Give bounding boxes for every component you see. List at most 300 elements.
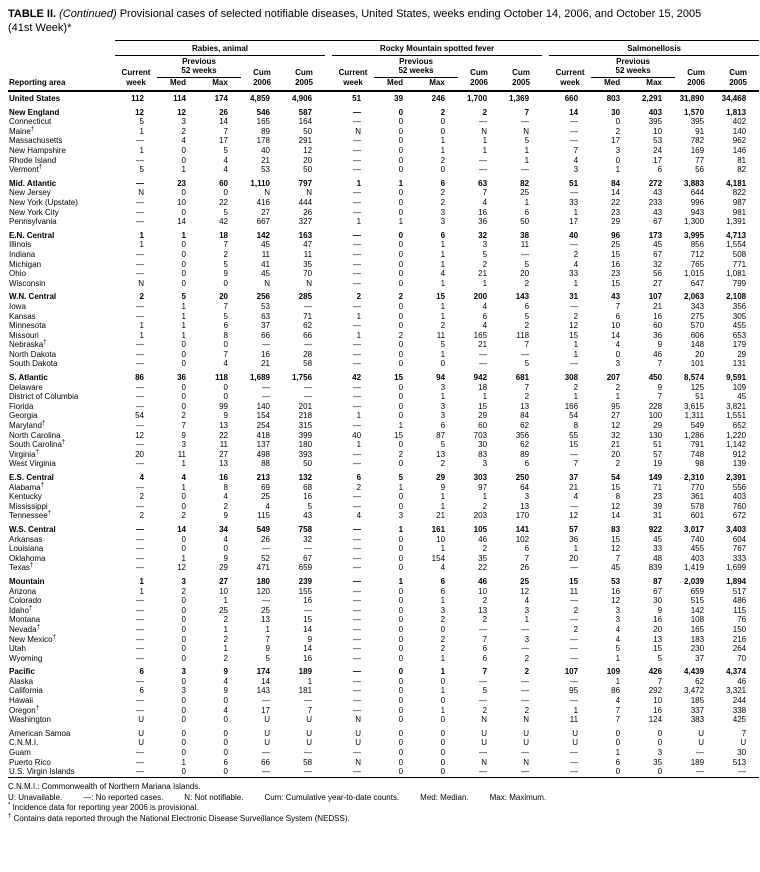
- value-cell: 181: [298, 686, 313, 696]
- table-row: [8, 302, 759, 312]
- current-week-line1: Current: [338, 68, 368, 78]
- value-cell: 3: [181, 117, 186, 127]
- value-cell: 5: [223, 207, 228, 217]
- reporting-area-cell: Oklahoma: [9, 553, 46, 563]
- value-cell: —: [521, 767, 530, 777]
- value-cell: 20: [303, 155, 313, 165]
- value-cell: 146: [732, 146, 747, 155]
- value-cell: 291: [298, 136, 313, 146]
- value-cell: 0: [181, 615, 186, 625]
- table-row: [8, 459, 759, 469]
- value-cell: 0: [398, 259, 404, 269]
- value-cell: 0: [181, 207, 186, 217]
- value-cell: —: [353, 596, 362, 606]
- value-cell: 125: [690, 382, 705, 392]
- value-cell: 33: [569, 269, 579, 279]
- value-cell: 6: [524, 544, 530, 554]
- value-cell: 14: [303, 624, 313, 634]
- table-row: [8, 279, 759, 289]
- value-cell: N: [355, 126, 362, 136]
- value-cell: 1: [615, 748, 621, 758]
- value-cell: 403: [690, 553, 705, 563]
- column-gap: [325, 521, 332, 535]
- value-cell: 942: [473, 373, 488, 383]
- value-cell: 1,689: [249, 373, 270, 383]
- value-cell: 922: [648, 524, 663, 534]
- value-cell: 3: [657, 748, 663, 758]
- current-week-line2: week: [126, 77, 146, 87]
- value-cell: 8,574: [684, 373, 705, 383]
- column-gap: [542, 511, 549, 521]
- value-cell: 17: [653, 155, 663, 165]
- value-cell: 3: [181, 440, 186, 450]
- reporting-area-cell: District of Columbia: [9, 392, 79, 402]
- column-gap: [325, 625, 332, 635]
- value-cell: 22: [611, 197, 621, 207]
- footnote-cnmi: C.N.M.I.: Commonwealth of Northern Mariana Islands.: [8, 781, 201, 791]
- value-cell: 7: [741, 728, 747, 738]
- value-cell: 51: [569, 178, 579, 188]
- reporting-area-cell: Pennsylvania: [9, 217, 57, 227]
- value-cell: —: [521, 676, 530, 686]
- value-cell: 7: [573, 459, 579, 469]
- value-cell: —: [570, 188, 579, 198]
- value-cell: 395: [690, 117, 705, 127]
- table-row: [8, 767, 759, 777]
- value-cell: —: [136, 392, 144, 402]
- value-cell: —: [570, 240, 579, 250]
- reporting-area-cell: Utah: [9, 644, 26, 654]
- value-cell: 21: [478, 269, 488, 279]
- value-cell: 32: [478, 230, 488, 240]
- value-cell: 46: [737, 676, 747, 686]
- value-cell: —: [353, 392, 362, 402]
- value-cell: U: [138, 738, 144, 748]
- value-cell: 791: [690, 440, 705, 450]
- value-cell: 142: [256, 230, 270, 240]
- value-cell: 3,017: [684, 524, 705, 534]
- value-cell: 53: [611, 576, 621, 586]
- value-cell: 15: [436, 292, 446, 302]
- value-cell: —: [521, 624, 530, 634]
- value-cell: 201: [298, 401, 313, 411]
- value-cell: —: [136, 382, 144, 392]
- value-cell: 0: [181, 278, 186, 288]
- value-cell: 118: [215, 373, 228, 383]
- reporting-area-cell: E.S. Central: [9, 473, 54, 482]
- value-cell: 0: [223, 544, 228, 554]
- value-cell: 0: [398, 748, 404, 758]
- value-cell: 12: [303, 146, 313, 155]
- value-cell: 105: [473, 524, 488, 534]
- value-cell: 4: [223, 676, 228, 686]
- value-cell: 7: [657, 392, 663, 402]
- value-cell: 1: [139, 230, 144, 240]
- column-gap: [325, 156, 332, 166]
- value-cell: 0: [398, 596, 404, 606]
- value-cell: 216: [732, 634, 747, 644]
- value-cell: 36: [478, 217, 488, 227]
- table-row: [8, 250, 759, 260]
- value-cell: 7: [482, 667, 488, 677]
- value-cell: 4: [440, 269, 446, 279]
- value-cell: 0: [398, 249, 404, 259]
- column-gap: [325, 288, 332, 302]
- reporting-area-cell: Wisconsin: [9, 278, 46, 288]
- value-cell: 40: [569, 230, 579, 240]
- value-cell: 996: [690, 197, 705, 207]
- value-cell: 425: [732, 715, 747, 725]
- value-cell: 606: [690, 330, 705, 340]
- value-cell: —: [353, 696, 362, 706]
- value-cell: 3: [440, 605, 446, 615]
- value-cell: 102: [515, 534, 530, 544]
- column-gap: [542, 321, 549, 331]
- column-gap: [325, 725, 332, 739]
- value-cell: 0: [181, 340, 186, 350]
- value-cell: 1: [181, 482, 186, 492]
- value-cell: 43: [303, 511, 313, 521]
- value-cell: 1: [181, 165, 186, 175]
- value-cell: 0: [181, 240, 186, 250]
- value-cell: —: [262, 696, 270, 706]
- value-cell: 36: [177, 373, 186, 383]
- value-cell: 0: [181, 748, 186, 758]
- reporting-area-cell: Kentucky: [9, 492, 42, 502]
- value-cell: 7: [223, 126, 228, 136]
- table-row: [8, 383, 759, 393]
- column-gap: [325, 573, 332, 587]
- value-cell: 40: [352, 430, 362, 440]
- value-cell: 1: [398, 576, 404, 586]
- value-cell: 767: [732, 544, 747, 554]
- column-gap: [325, 431, 332, 441]
- dagger-marker: †: [40, 481, 44, 488]
- value-cell: 570: [690, 321, 705, 331]
- value-cell: 2: [223, 249, 228, 259]
- value-cell: —: [353, 653, 362, 663]
- value-cell: 2: [440, 321, 446, 331]
- value-cell: 1: [440, 349, 446, 359]
- value-cell: 29: [653, 421, 663, 431]
- cum-2005-line2: 2005: [295, 77, 313, 87]
- cum-2006-line1: Cum: [687, 68, 705, 78]
- column-gap: [542, 227, 549, 241]
- value-cell: 143: [515, 292, 530, 302]
- value-cell: 556: [732, 482, 747, 492]
- column-gap: [542, 411, 549, 421]
- value-cell: 87: [436, 430, 446, 440]
- reporting-area-cell: E.N. Central: [9, 230, 55, 240]
- column-gap: [325, 535, 332, 545]
- value-cell: 2: [482, 259, 488, 269]
- value-cell: 0: [181, 644, 186, 654]
- reporting-area-cell: Florida: [9, 401, 34, 411]
- value-cell: —: [136, 421, 144, 431]
- value-cell: 12: [520, 586, 530, 596]
- value-cell: 97: [478, 482, 488, 492]
- value-cell: 6: [440, 421, 446, 431]
- value-cell: 0: [440, 624, 446, 634]
- value-cell: 2: [223, 653, 228, 663]
- value-cell: 33: [569, 197, 579, 207]
- value-cell: 0: [398, 311, 404, 321]
- value-cell: 27: [219, 576, 228, 586]
- value-cell: 67: [653, 249, 663, 259]
- value-cell: 13: [653, 634, 663, 644]
- value-cell: 8: [573, 421, 579, 431]
- value-cell: 2: [524, 705, 530, 715]
- previous-line1: Previous: [616, 56, 650, 66]
- value-cell: 4,859: [249, 94, 270, 104]
- value-cell: 0: [181, 738, 186, 748]
- value-cell: 51: [695, 392, 705, 402]
- column-header-current-week: [549, 55, 591, 90]
- value-cell: 14: [219, 117, 228, 127]
- column-gap: [542, 104, 549, 118]
- value-cell: 1: [139, 586, 144, 596]
- value-cell: 1: [356, 440, 362, 450]
- value-cell: 1: [440, 653, 446, 663]
- value-cell: 0: [398, 534, 404, 544]
- reporting-area-cell: New Jersey: [9, 188, 51, 198]
- value-cell: 5: [398, 473, 404, 482]
- value-cell: 1: [524, 155, 530, 165]
- reporting-area-cell: S. Atlantic: [9, 373, 48, 383]
- value-cell: —: [570, 126, 579, 136]
- value-cell: 30: [611, 107, 621, 117]
- value-cell: 0: [398, 676, 404, 686]
- value-cell: 180: [256, 576, 270, 586]
- value-cell: 174: [256, 667, 270, 677]
- table-row: [8, 117, 759, 127]
- cum-2005-line2: 2005: [729, 77, 747, 87]
- table-row: [8, 136, 759, 146]
- column-gap: [325, 502, 332, 512]
- value-cell: 4: [524, 596, 530, 606]
- value-cell: 89: [520, 449, 530, 459]
- value-cell: —: [570, 767, 579, 777]
- value-cell: 1: [440, 136, 446, 146]
- column-gap: [325, 188, 332, 198]
- value-cell: 29: [478, 411, 488, 421]
- value-cell: 987: [732, 197, 747, 207]
- column-gap: [325, 677, 332, 687]
- value-cell: 60: [478, 421, 488, 431]
- column-gap: [325, 91, 332, 104]
- footnote-provisional-text: Incidence data for reporting year 2006 is provisional.: [12, 803, 199, 813]
- column-gap: [325, 302, 332, 312]
- column-gap: [325, 706, 332, 716]
- value-cell: 2: [573, 605, 579, 615]
- column-gap: [542, 175, 549, 189]
- value-cell: —: [521, 249, 530, 259]
- column-gap: [325, 127, 332, 137]
- column-gap: [325, 104, 332, 118]
- column-gap: [542, 554, 549, 564]
- reporting-area-cell: Colorado: [9, 596, 42, 606]
- value-cell: 58: [303, 359, 313, 369]
- column-gap: [325, 146, 332, 156]
- value-cell: 0: [181, 767, 186, 777]
- reporting-area-cell: California: [9, 686, 43, 696]
- value-cell: 13: [219, 421, 228, 431]
- table-row: [8, 288, 759, 302]
- value-cell: —: [479, 676, 488, 686]
- value-cell: U: [523, 728, 530, 738]
- value-cell: 5: [482, 686, 488, 696]
- value-cell: 178: [256, 136, 270, 146]
- value-cell: 2: [139, 511, 144, 521]
- table-row: [8, 738, 759, 748]
- value-cell: 256: [256, 292, 270, 302]
- value-cell: 1,369: [509, 94, 530, 104]
- value-cell: 5: [307, 501, 313, 511]
- value-cell: 25: [261, 492, 270, 502]
- reporting-area-cell: U.S. Virgin Islands: [9, 767, 75, 777]
- value-cell: 51: [352, 94, 362, 104]
- table-row: [8, 260, 759, 270]
- value-cell: 315: [298, 421, 313, 431]
- value-cell: —: [353, 644, 362, 654]
- value-cell: 0: [398, 240, 404, 250]
- value-cell: 4: [223, 155, 228, 165]
- value-cell: 0: [398, 155, 404, 165]
- current-week-line1: Current: [121, 68, 151, 78]
- dagger-marker: †: [38, 164, 43, 171]
- value-cell: 0: [615, 349, 621, 359]
- value-cell: 0: [398, 696, 404, 706]
- value-cell: —: [262, 382, 270, 392]
- value-cell: N: [306, 278, 313, 288]
- column-gap: [542, 431, 549, 441]
- value-cell: U: [138, 728, 144, 738]
- value-cell: 10: [436, 534, 446, 544]
- reporting-area-cell: Louisiana: [9, 544, 44, 554]
- column-header-cum-2005: [500, 55, 542, 90]
- previous-line2: 52 weeks: [398, 66, 434, 76]
- value-cell: 25: [219, 605, 228, 615]
- value-cell: 50: [303, 126, 313, 136]
- column-gap: [325, 563, 332, 573]
- value-cell: —: [570, 696, 579, 706]
- column-gap: [325, 758, 332, 768]
- value-cell: 2: [524, 278, 530, 288]
- value-cell: 1,813: [726, 107, 747, 117]
- reporting-area-cell: Minnesota: [9, 321, 46, 331]
- value-cell: 1: [524, 615, 530, 625]
- value-cell: 2: [482, 544, 488, 554]
- value-cell: 4: [615, 624, 621, 634]
- value-cell: —: [353, 686, 362, 696]
- value-cell: —: [262, 340, 270, 350]
- value-cell: 51: [653, 440, 663, 450]
- value-cell: 2: [573, 311, 579, 321]
- value-cell: 4: [615, 340, 621, 350]
- column-gap: [325, 198, 332, 208]
- value-cell: 2: [482, 501, 488, 511]
- value-cell: 15: [569, 440, 579, 450]
- value-cell: 0: [398, 440, 404, 450]
- column-gap: [542, 269, 549, 279]
- table-body: [8, 91, 759, 778]
- table-row: [8, 706, 759, 716]
- value-cell: —: [136, 301, 144, 311]
- value-cell: 5: [524, 311, 530, 321]
- value-cell: —: [353, 269, 362, 279]
- column-gap: [542, 715, 549, 725]
- value-cell: 7: [482, 634, 488, 644]
- value-cell: 155: [298, 586, 313, 596]
- value-cell: 84: [611, 178, 621, 188]
- footnote-key: —: No reported cases.: [83, 792, 164, 802]
- title-week-label: (41st Week)*: [8, 22, 72, 35]
- value-cell: 0: [398, 501, 404, 511]
- value-cell: 2,108: [726, 292, 747, 302]
- notifiable-diseases-table: [8, 40, 759, 778]
- value-cell: 0: [440, 738, 446, 748]
- table-row: [8, 450, 759, 460]
- value-cell: 343: [690, 301, 705, 311]
- value-cell: 1: [139, 321, 144, 331]
- value-cell: 203: [473, 511, 488, 521]
- value-cell: 2: [524, 321, 530, 331]
- value-cell: 1: [440, 301, 446, 311]
- value-cell: —: [353, 492, 362, 502]
- value-cell: —: [136, 624, 144, 634]
- value-cell: 13: [520, 501, 530, 511]
- value-cell: 164: [298, 117, 313, 127]
- value-cell: 1: [440, 544, 446, 554]
- value-cell: 0: [223, 696, 228, 706]
- value-cell: 15: [611, 278, 621, 288]
- value-cell: 1,081: [726, 269, 747, 279]
- value-cell: 0: [181, 382, 186, 392]
- value-cell: 1: [265, 624, 270, 634]
- value-cell: 52: [261, 553, 270, 563]
- cum-2006-line2: 2006: [253, 77, 271, 87]
- value-cell: 0: [440, 359, 446, 369]
- title-table-number: TABLE II.: [8, 8, 57, 20]
- value-cell: 962: [732, 136, 747, 146]
- value-cell: 2: [181, 586, 186, 596]
- value-cell: 0: [398, 644, 404, 654]
- dagger-marker: †: [52, 633, 56, 640]
- value-cell: 163: [298, 230, 313, 240]
- value-cell: —: [353, 230, 362, 240]
- value-cell: —: [479, 767, 488, 777]
- value-cell: —: [136, 136, 144, 146]
- value-cell: 9: [223, 553, 228, 563]
- value-cell: 1: [573, 544, 579, 554]
- value-cell: 89: [261, 126, 270, 136]
- value-cell: 7: [223, 240, 228, 250]
- value-cell: 1: [482, 392, 488, 402]
- value-cell: N: [264, 188, 270, 198]
- value-cell: 16: [478, 207, 488, 217]
- value-cell: 0: [398, 340, 404, 350]
- value-cell: 20: [695, 349, 705, 359]
- dagger-marker: †: [29, 562, 34, 569]
- table-row: [8, 625, 759, 635]
- value-cell: 63: [478, 178, 488, 188]
- value-cell: 101: [690, 359, 705, 369]
- value-cell: 1: [440, 278, 446, 288]
- column-header-cum-2006: [458, 55, 500, 90]
- value-cell: 143: [256, 686, 270, 696]
- value-cell: 4: [482, 301, 488, 311]
- value-cell: 7: [223, 301, 228, 311]
